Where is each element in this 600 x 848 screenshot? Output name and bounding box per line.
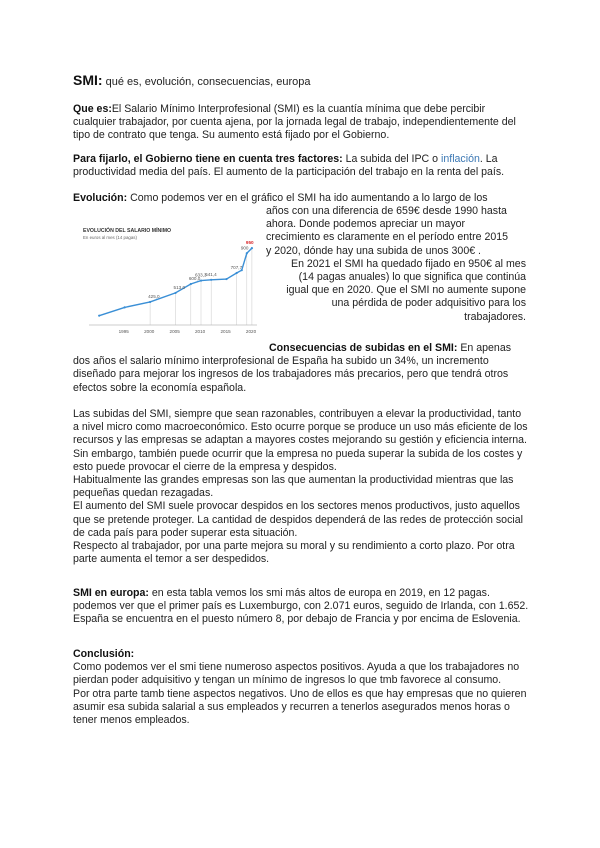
subidas-paragraph-4: El aumento del SMI suele provocar despidos en los sectores menos productivos, justo aquellos que se pretende proteger. La cantidad de despidos dependerá de las redes de protección social de cada país para poder superar esta situación.: [73, 500, 523, 539]
conclusion-paragraph-1: Como podemos ver el smi tiene numeroso aspectos positivos. Ayuda a que los trabajadores no pierdan poder adquisitivo y tengan un mínimo de ingresos lo que tmb favorece al consumo.: [73, 661, 520, 687]
chart-data-label: 633,3: [195, 272, 207, 278]
chart-x-tick-label: 1995: [118, 329, 129, 334]
consecuencias-label: Consecuencias de subidas en el SMI:: [269, 342, 458, 354]
chart-data-label: 641,4: [205, 271, 217, 277]
chart-data-label: 600,0: [188, 276, 201, 281]
chart-data-label: 425,0: [148, 293, 160, 299]
consecuencias-paragraph: [73, 342, 529, 395]
evolucion-line-3: crecimiento es claramente en el período entre 2015: [266, 231, 509, 244]
title-main: SMI:: [73, 72, 103, 88]
europa-paragraph: [73, 587, 529, 627]
chart-point: [236, 272, 238, 274]
evolucion-right-line-2: (14 pagas anuales) lo que significa que continúa: [298, 271, 526, 284]
chart-data-label: 513,0: [173, 284, 186, 290]
chart-title: EVOLUCIÓN DEL SALARIO MÍNIMO: [83, 228, 172, 234]
evolucion-first-line: [73, 192, 529, 205]
chart-point: [149, 301, 151, 303]
evolucion-label: Evolución:: [73, 192, 128, 204]
chart-x-tick-label: 2000: [144, 329, 155, 334]
factores-paragraph: [73, 153, 529, 179]
que-es-paragraph: [73, 103, 529, 143]
subidas-paragraph-2: Sin embargo, también puede ocurrir que la empresa no pueda superar la subida de los costes y esto puede provocar el cierre de la empresa y despidos.: [73, 447, 523, 473]
chart-point: [174, 292, 176, 294]
europa-text: en esta tabla vemos los smi más altos de europa en 2019, en 12 pagas. podemos ver que el primer país es Luxemburgo, con 2.071 euros, seguido de Irlanda, con 1.652. España se encuentra en el puesto número 8, por debajo de Francia y por encima de Eslovenia.: [73, 587, 529, 626]
chart-x-tick-label: 2020: [245, 329, 257, 334]
conclusion-paragraph-2: Por otra parte tamb tiene aspectos negativos. Uno de ellos es que hay empresas que no quieren asumir esa subida salarial a sus empleados y recurren a tenerlos asegurados menos horas o tener menos empleados.: [73, 687, 527, 727]
title-subtitle: qué es, evolución, consecuencias, europa: [102, 76, 311, 88]
page-title: [73, 72, 533, 88]
europa-label: SMI en europa:: [73, 587, 149, 599]
chart-data-label: 900: [240, 245, 249, 251]
chart-point: [98, 315, 100, 317]
smi-evolution-chart: [73, 213, 263, 343]
chart-data-label: 950: [245, 240, 254, 246]
evolucion-right-line-5: trabajadores.: [464, 310, 526, 323]
chart-x-tick-label: 2010: [195, 329, 206, 334]
chart-data-label: 707,7: [230, 265, 243, 271]
inflacion-link[interactable]: inflación: [441, 153, 480, 165]
chart-point: [190, 283, 192, 285]
subidas-section: [73, 408, 529, 566]
chart-point: [246, 252, 248, 254]
conclusion-section: [73, 648, 529, 727]
chart-point: [124, 306, 126, 308]
chart-x-tick-label: 2005: [169, 329, 180, 334]
chart-subtitle: En euros al mes (14 pagas): [83, 235, 137, 240]
evolucion-right-line-1: En 2021 el SMI ha quedado fijado en 950€ al mes: [291, 257, 526, 270]
que-es-label: Que es:: [73, 103, 112, 115]
chart-point: [225, 278, 227, 280]
subidas-paragraph-1: Las subidas del SMI, siempre que sean razonables, contribuyen a elevar la productividad, tanto a nivel micro como macroeconómico. Esto ocurre porque se produce un uso más eficiente de los recursos y las empresas se adaptan a mayores costes mejorando su gestión y eficiencia interna.: [73, 408, 528, 447]
subidas-paragraph-3: Habitualmente las grandes empresas son las que aumentan la productividad mientras que las pequeñas quedan rezagadas.: [73, 474, 514, 500]
evolucion-line-4: y 2020, dónde hay una subida de unos 300€ .: [266, 244, 481, 257]
subidas-paragraph-5: Respecto al trabajador, por una parte mejora su moral y su rendimiento a corto plazo. Por otra parte aumenta el temor a ser despedidos.: [73, 540, 515, 566]
chart-x-tick-label: 2015: [220, 329, 231, 334]
evolucion-first-text: Como podemos ver en el gráfico el SMI ha ido aumentando a lo largo de los: [127, 192, 488, 204]
chart-point: [251, 247, 253, 249]
que-es-text: El Salario Mínimo Interprofesional (SMI) es la cuantía mínima que debe percibir cualquier trabajador, por cuenta ajena, por la jornada legal de trabajo, independientemente del tipo de contrato que tenga. Su aumento está fijado por el Gobierno.: [73, 103, 516, 142]
chart-point: [210, 279, 212, 281]
evolucion-right-line-3: igual que en 2020. Que el SMI no aumente supone: [286, 284, 526, 297]
evolucion-line-2: ahora. Donde podemos apreciar un mayor: [266, 218, 466, 231]
factores-text-1: La subida del IPC o: [342, 153, 441, 165]
evolucion-line-1: años con una diferencia de 659€ desde 1990 hasta: [266, 205, 507, 217]
factores-text-2: . La productividad media del país. El aumento de la participación del trabajo en la renta del país.: [73, 153, 505, 179]
chart-svg: [73, 213, 263, 343]
conclusion-label: Conclusión:: [73, 648, 135, 660]
evolucion-right-line-4: una pérdida de poder adquisitivo para los: [331, 297, 526, 310]
evolucion-right-column: [266, 205, 526, 324]
consecuencias-text: En apenas dos años el salario mínimo interprofesional de España ha subido un 34%, un incremento diseñado para mejorar los ingresos de los trabajadores más precarios, pero que tendrá otros efectos sobre la economía española.: [73, 342, 512, 394]
factores-label: Para fijarlo, el Gobierno tiene en cuenta tres factores:: [73, 153, 343, 165]
